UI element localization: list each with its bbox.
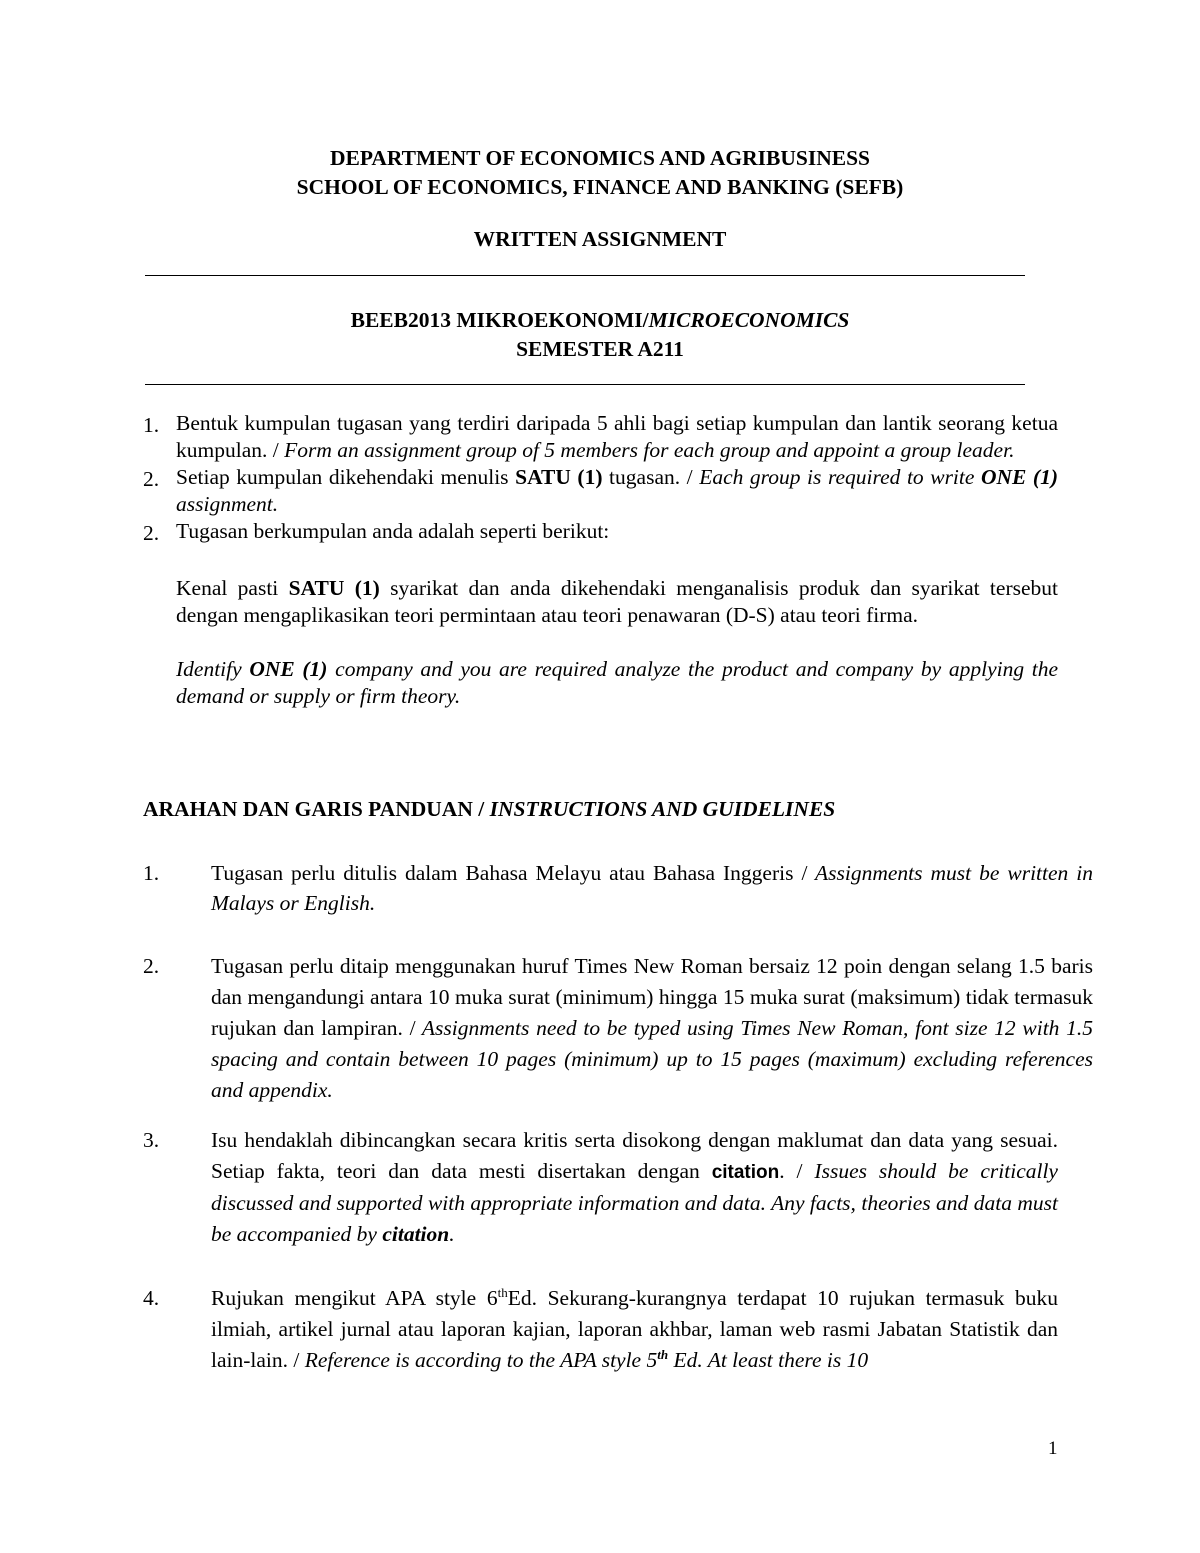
detail-text: Identify xyxy=(176,657,250,681)
guideline-emphasis: citation xyxy=(382,1222,450,1246)
guideline-text xyxy=(211,858,1093,918)
guideline-text xyxy=(211,1283,1058,1376)
task-emphasis: ONE (1) xyxy=(980,465,1059,489)
task-text-english: Form an assignment group of 5 members for each group and appoint a group leader. xyxy=(278,438,1015,462)
instructions-heading-malay: ARAHAN DAN GARIS PANDUAN / xyxy=(143,797,490,821)
guideline-number: 2. xyxy=(143,954,160,978)
detail-text: Kenal pasti xyxy=(176,576,289,600)
course-code: BEEB2013 MIKROEKONOMI/ xyxy=(350,308,649,332)
task-detail-malay xyxy=(176,575,1058,629)
guideline-text-malay: Tugasan perlu ditulis dalam Bahasa Melayu atau Bahasa Inggeris / xyxy=(211,861,808,885)
document-type-heading: WRITTEN ASSIGNMENT xyxy=(473,227,727,251)
guideline-text-english: . xyxy=(449,1222,455,1246)
guideline-text xyxy=(211,951,1093,1106)
task-number: 1. xyxy=(143,413,160,437)
guideline-item xyxy=(143,1125,1058,1250)
department-heading: DEPARTMENT OF ECONOMICS AND AGRIBUSINESS xyxy=(329,146,871,170)
guideline-text-malay: Isu hendaklah dibincangkan secara kritis serta disokong dengan maklumat dan data yang sesuai. Setiap fakta, teori dan data mesti disertakan dengan xyxy=(211,1128,1058,1183)
school-heading: SCHOOL OF ECONOMICS, FINANCE AND BANKING (SEFB) xyxy=(296,175,904,199)
guideline-text-english: Reference is according to the APA style 5 xyxy=(299,1348,658,1372)
guideline-text-english: Assignments need to be typed using Times New Roman, font size 12 with 1.5 spacing and contain between 10 pages (minimum) up to 15 pages (maximum) excluding references and appendix. xyxy=(211,1016,1093,1102)
task-text xyxy=(176,464,1058,518)
task-text xyxy=(176,410,1058,464)
ordinal-superscript: th xyxy=(657,1346,669,1362)
guideline-text-english: Issues should be critically discussed and supported with appropriate information and data. Any facts, theories and data must be accompanied by xyxy=(211,1159,1058,1246)
task-text-malay: Bentuk kumpulan tugasan yang terdiri daripada 5 ahli bagi setiap kumpulan dan lantik seorang ketua kumpulan. / xyxy=(176,411,1058,462)
guideline-number: 1. xyxy=(143,861,160,885)
ordinal-superscript: th xyxy=(497,1284,508,1300)
task-item xyxy=(143,518,1058,548)
guideline-number: 4. xyxy=(143,1286,160,1310)
guideline-text-malay: Ed. Sekurang-kurangnya terdapat 10 rujukan termasuk buku ilmiah, artikel jurnal atau laporan kajian, laporan akhbar, laman web rasmi Jabatan Statistik dan lain-lain. / xyxy=(211,1286,1059,1372)
task-list xyxy=(143,410,1058,710)
task-emphasis: SATU (1) xyxy=(515,465,603,489)
guideline-number: 3. xyxy=(143,1128,160,1152)
detail-emphasis: SATU (1) xyxy=(288,576,380,600)
instructions-heading-english: INSTRUCTIONS AND GUIDELINES xyxy=(489,797,836,821)
course-heading xyxy=(0,305,1200,335)
detail-text: company and you are required analyze the product and company by applying the demand or supply or firm theory. xyxy=(176,657,1059,708)
guideline-item xyxy=(143,1283,1058,1376)
bottom-divider xyxy=(145,384,1025,385)
top-divider xyxy=(145,275,1025,276)
task-text-malay: Setiap kumpulan dikehendaki menulis xyxy=(176,465,516,489)
guideline-text-english: Ed. At least there is 10 xyxy=(668,1348,869,1372)
guideline-item xyxy=(143,951,1093,1106)
task-item xyxy=(143,410,1058,464)
task-text-malay: tugasan. / xyxy=(602,465,693,489)
detail-emphasis: ONE (1) xyxy=(249,657,328,681)
guideline-text-malay: Tugasan perlu ditaip menggunakan huruf Times New Roman bersaiz 12 poin dengan selang 1.5 baris dan mengandungi antara 10 muka surat (minimum) hingga 15 muka surat (maksimum) tidak termasuk rujukan dan lampiran. / xyxy=(211,954,1093,1040)
task-detail-english xyxy=(176,656,1058,710)
guideline-emphasis: citation xyxy=(711,1162,780,1183)
guideline-text-english: Assignments must be written in Malays or English. xyxy=(211,861,1093,915)
guideline-text-malay: Rujukan mengikut APA style 6 xyxy=(211,1286,498,1310)
course-name-english: MICROECONOMICS xyxy=(648,308,850,332)
task-number: 2. xyxy=(143,521,160,545)
task-text-english: assignment. xyxy=(176,492,279,516)
task-text-english: Each group is required to write xyxy=(692,465,981,489)
task-item xyxy=(143,464,1058,518)
task-text: Tugasan berkumpulan anda adalah seperti berikut: xyxy=(176,519,610,543)
instructions-heading xyxy=(143,794,835,824)
guideline-item xyxy=(143,858,1093,918)
page-number: 1 xyxy=(1048,1438,1058,1459)
guideline-text-malay: . / xyxy=(779,1159,803,1183)
semester-heading: SEMESTER A211 xyxy=(516,337,684,361)
task-number: 2. xyxy=(143,467,160,491)
detail-text: syarikat dan anda dikehendaki menganalisis produk dan syarikat tersebut dengan mengaplikasikan teori permintaan atau teori penawaran (D-S) atau teori firma. xyxy=(176,576,1058,627)
guideline-text xyxy=(211,1125,1058,1250)
